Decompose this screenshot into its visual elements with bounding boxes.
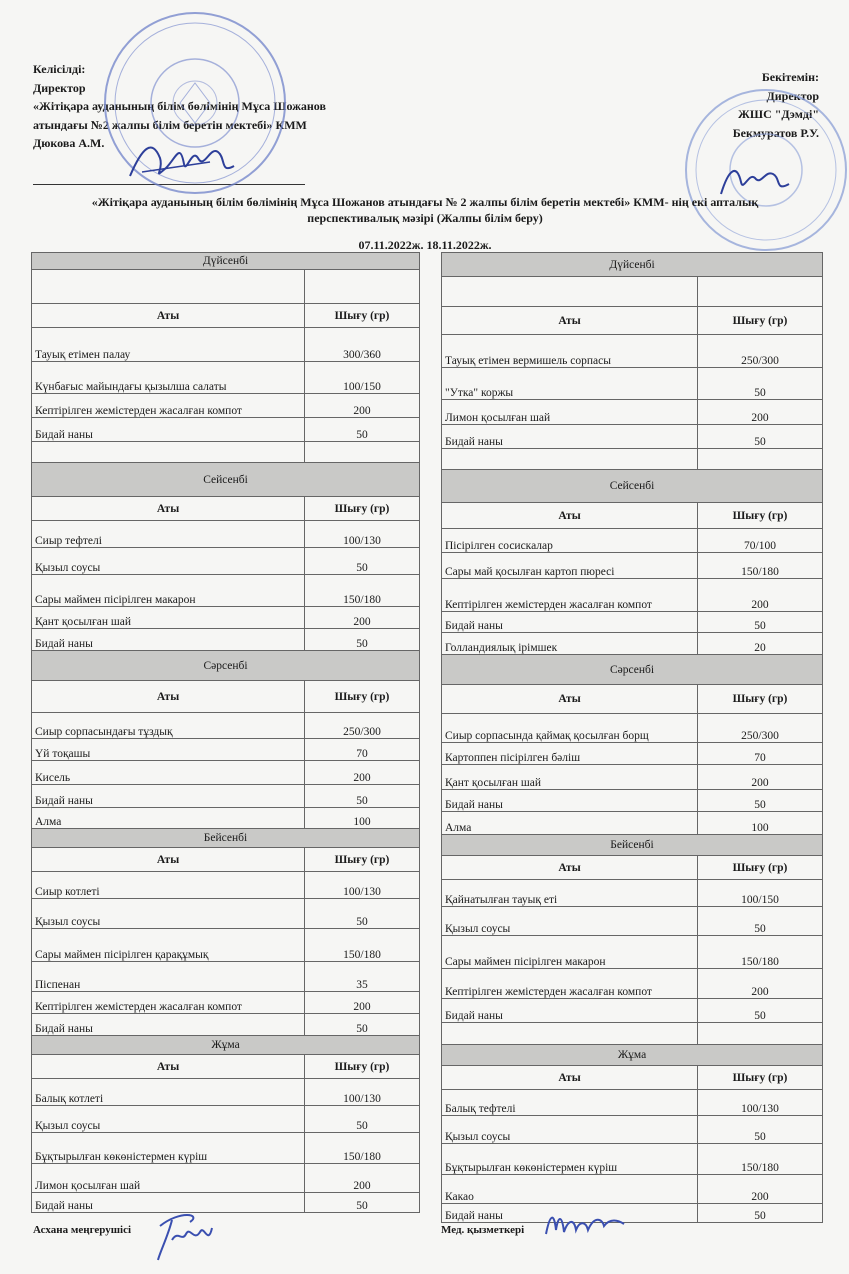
title-line-2: перспективалық мәзірі (Жалпы білім беру): [307, 211, 543, 225]
menu-row: [32, 418, 420, 442]
dish-name: Тауық етімен вермишель сорпасы: [442, 335, 698, 368]
menu-row: [32, 394, 420, 418]
column-header-name: Аты: [32, 681, 305, 713]
column-header-row: [442, 1066, 823, 1090]
dish-name: Бидай наны: [32, 629, 305, 651]
dish-name: Сары май қосылған картоп пюресі: [442, 553, 698, 579]
document-title: [40, 194, 810, 226]
column-header-row: [32, 848, 420, 872]
footer-canteen-head: Асхана меңгерушісі: [33, 1224, 132, 1236]
menu-row: [442, 714, 823, 743]
dish-name: Кисель: [32, 761, 305, 785]
day-label: Дүйсенбі: [442, 253, 823, 277]
menu-row: [442, 612, 823, 633]
footer-medical-staff: Мед. қызметкері: [441, 1224, 525, 1236]
dish-qty: 70: [698, 743, 823, 765]
day-header-row: [442, 835, 823, 856]
dish-name: Кептірілген жемістерден жасалған компот: [32, 992, 305, 1014]
dish-name: Бидай наны: [442, 612, 698, 633]
dish-name: Сиыр сорпасындағы тұздық: [32, 713, 305, 739]
dish-qty: 50: [305, 548, 420, 575]
menu-row: [442, 579, 823, 612]
approval-right-line: Бекітемін:: [761, 70, 819, 84]
day-header-row: [32, 463, 420, 497]
menu-row: [32, 929, 420, 962]
menu-row: [442, 907, 823, 936]
day-header-row: [32, 253, 420, 270]
menu-row: [442, 425, 823, 449]
dish-name: Үй тоқашы: [32, 739, 305, 761]
day-header-row: [442, 655, 823, 685]
dish-name: Бидай наны: [442, 1204, 698, 1223]
dish-qty: 50: [305, 785, 420, 808]
dish-qty: 50: [698, 1204, 823, 1223]
menu-row: [32, 1079, 420, 1106]
menu-row: [32, 362, 420, 394]
dish-name: Сиыр котлеті: [32, 872, 305, 899]
dish-name: Қызыл соусы: [32, 1106, 305, 1133]
dish-qty: 50: [305, 1014, 420, 1036]
column-header-row: [32, 497, 420, 521]
dish-qty: 250/300: [305, 713, 420, 739]
dish-qty: 50: [698, 907, 823, 936]
dish-qty: 100/150: [698, 880, 823, 907]
column-header-qty: Шығу (гр): [698, 503, 823, 529]
column-header-name: Аты: [442, 1066, 698, 1090]
dish-qty: 50: [698, 368, 823, 400]
signature-canteen-head: [150, 1206, 220, 1264]
menu-row: [32, 548, 420, 575]
dish-qty: 250/300: [698, 335, 823, 368]
dish-name: Бұқтырылған көкөністермен күріш: [442, 1144, 698, 1175]
approval-left-line: «Жітіқара ауданының білім бөлімінің Мұса Шожанов: [33, 99, 326, 113]
dish-qty: 50: [698, 790, 823, 812]
dish-qty: 300/360: [305, 328, 420, 362]
column-header-qty: Шығу (гр): [305, 304, 420, 328]
dish-qty: 100/130: [698, 1090, 823, 1116]
menu-row: [32, 713, 420, 739]
approval-left-line: Келісілді:: [33, 62, 86, 76]
dish-name: Тауық етімен палау: [32, 328, 305, 362]
column-header-row: [32, 1055, 420, 1079]
menu-row: [32, 785, 420, 808]
dish-qty: 50: [305, 899, 420, 929]
menu-row: [442, 743, 823, 765]
menu-row: [32, 739, 420, 761]
column-header-row: [442, 685, 823, 714]
menu-row: [32, 761, 420, 785]
dish-name: Қызыл соусы: [442, 1116, 698, 1144]
dish-name: Бидай наны: [442, 425, 698, 449]
dish-name: Балық котлеті: [32, 1079, 305, 1106]
dish-name: Піспенан: [32, 962, 305, 992]
menu-row: [442, 529, 823, 553]
menu-row: [442, 880, 823, 907]
dish-name: Қызыл соусы: [32, 899, 305, 929]
menu-row: [32, 1193, 420, 1213]
menu-row: [442, 936, 823, 969]
spacer-row: [32, 442, 420, 463]
menu-row: [442, 812, 823, 835]
spacer-row: [32, 270, 420, 304]
dish-name: Лимон қосылған шай: [442, 400, 698, 425]
day-label: Бейсенбі: [442, 835, 823, 856]
dish-qty: 200: [698, 400, 823, 425]
dish-qty: 50: [305, 629, 420, 651]
dish-name: "Утка" коржы: [442, 368, 698, 400]
dish-name: Бұқтырылған көкөністермен күріш: [32, 1133, 305, 1164]
menu-row: [32, 872, 420, 899]
menu-row: [442, 1175, 823, 1204]
column-header-qty: Шығу (гр): [305, 681, 420, 713]
menu-row: [32, 808, 420, 829]
day-label: Бейсенбі: [32, 829, 420, 848]
dish-name: Лимон қосылған шай: [32, 1164, 305, 1193]
column-header-name: Аты: [32, 497, 305, 521]
menu-row: [32, 1106, 420, 1133]
menu-row: [442, 765, 823, 790]
dish-qty: 100: [305, 808, 420, 829]
dish-name: Алма: [32, 808, 305, 829]
dish-qty: 200: [305, 992, 420, 1014]
dish-name: Кептірілген жемістерден жасалған компот: [442, 579, 698, 612]
dish-qty: 200: [698, 579, 823, 612]
dish-qty: 200: [698, 765, 823, 790]
dish-qty: 50: [305, 418, 420, 442]
column-header-row: [442, 503, 823, 529]
approval-block-left: [33, 60, 326, 153]
approval-block-right: [733, 68, 819, 142]
column-header-qty: Шығу (гр): [698, 1066, 823, 1090]
menu-row: [442, 633, 823, 655]
menu-row: [32, 328, 420, 362]
dish-qty: 50: [698, 1116, 823, 1144]
dish-name: Қайнатылған тауық еті: [442, 880, 698, 907]
column-header-name: Аты: [32, 304, 305, 328]
dish-name: Голландиялық ірімшек: [442, 633, 698, 655]
menu-row: [32, 899, 420, 929]
menu-row: [442, 335, 823, 368]
menu-row: [442, 1144, 823, 1175]
dish-qty: 150/180: [698, 1144, 823, 1175]
column-header-qty: Шығу (гр): [698, 685, 823, 714]
approval-left-line: атындағы №2 жалпы білім беретін мектебі» КММ: [33, 117, 307, 132]
dish-name: Сары маймен пісірілген макарон: [442, 936, 698, 969]
dish-name: Күнбағыс майындағы қызылша салаты: [32, 362, 305, 394]
dish-qty: 200: [698, 1175, 823, 1204]
day-header-row: [32, 651, 420, 681]
menu-row: [442, 969, 823, 999]
dish-qty: 70: [305, 739, 420, 761]
dish-name: Бидай наны: [32, 1193, 305, 1213]
dish-name: Сары маймен пісірілген макарон: [32, 575, 305, 607]
dish-qty: 100: [698, 812, 823, 835]
dish-qty: 200: [305, 607, 420, 629]
dish-qty: 250/300: [698, 714, 823, 743]
title-line-1: «Жітіқара ауданының білім бөлімінің Мұса Шожанов атындағы № 2 жалпы білім беретін мектебі» КММ- нің екі апталық: [91, 195, 759, 209]
approval-left-line: Директор: [33, 80, 86, 95]
dish-qty: 200: [305, 761, 420, 785]
dish-qty: 70/100: [698, 529, 823, 553]
day-label: Сәрсенбі: [442, 655, 823, 685]
column-header-qty: Шығу (гр): [698, 307, 823, 335]
dish-qty: 100/150: [305, 362, 420, 394]
menu-row: [32, 992, 420, 1014]
day-label: Жұма: [32, 1036, 420, 1055]
dish-qty: 35: [305, 962, 420, 992]
menu-row: [442, 999, 823, 1023]
dish-name: Балық тефтелі: [442, 1090, 698, 1116]
menu-table-week-2: [441, 252, 823, 1223]
column-header-qty: Шығу (гр): [305, 1055, 420, 1079]
approval-left-line: Дюкова А.М.: [33, 136, 105, 150]
dish-qty: 150/180: [698, 553, 823, 579]
dish-name: Қант қосылған шай: [32, 607, 305, 629]
dish-qty: 50: [698, 425, 823, 449]
menu-row: [442, 400, 823, 425]
dish-name: Қызыл соусы: [442, 907, 698, 936]
menu-table-week-1: [31, 252, 420, 1213]
dish-qty: 150/180: [305, 575, 420, 607]
dish-qty: 50: [305, 1106, 420, 1133]
dish-name: Пісірілген сосискалар: [442, 529, 698, 553]
dish-name: Картоппен пісірілген бәліш: [442, 743, 698, 765]
column-header-name: Аты: [442, 856, 698, 880]
menu-row: [32, 629, 420, 651]
dish-name: Қызыл соусы: [32, 548, 305, 575]
menu-row: [442, 1204, 823, 1223]
day-label: Жұма: [442, 1045, 823, 1066]
dish-qty: 100/130: [305, 872, 420, 899]
dish-qty: 100/130: [305, 1079, 420, 1106]
column-header-row: [32, 681, 420, 713]
dish-name: Бидай наны: [442, 790, 698, 812]
day-label: Сейсенбі: [32, 463, 420, 497]
column-header-name: Аты: [32, 848, 305, 872]
menu-row: [442, 553, 823, 579]
dish-name: Сиыр сорпасында қаймақ қосылған борщ: [442, 714, 698, 743]
spacer-row: [442, 1023, 823, 1045]
dish-qty: 150/180: [698, 936, 823, 969]
column-header-name: Аты: [32, 1055, 305, 1079]
dish-name: Алма: [442, 812, 698, 835]
dish-qty: 200: [305, 1164, 420, 1193]
dish-name: Кептірілген жемістерден жасалған компот: [442, 969, 698, 999]
dish-qty: 100/130: [305, 521, 420, 548]
menu-row: [442, 790, 823, 812]
day-header-row: [32, 829, 420, 848]
approval-right-line: ЖШС "Дэмді": [738, 107, 819, 121]
menu-row: [32, 962, 420, 992]
dish-qty: 150/180: [305, 929, 420, 962]
menu-row: [442, 368, 823, 400]
day-label: Сейсенбі: [442, 470, 823, 503]
menu-row: [32, 575, 420, 607]
spacer-row: [442, 449, 823, 470]
column-header-row: [442, 307, 823, 335]
column-header-qty: Шығу (гр): [305, 497, 420, 521]
menu-row: [442, 1116, 823, 1144]
approval-right-line: Бекмуратов Р.У.: [732, 125, 819, 140]
dish-qty: 50: [305, 1193, 420, 1213]
day-header-row: [442, 470, 823, 503]
dish-qty: 150/180: [305, 1133, 420, 1164]
dish-qty: 50: [698, 612, 823, 633]
day-label: Сәрсенбі: [32, 651, 420, 681]
dish-name: Какао: [442, 1175, 698, 1204]
column-header-row: [32, 304, 420, 328]
dish-name: Бидай наны: [442, 999, 698, 1023]
column-header-qty: Шығу (гр): [698, 856, 823, 880]
menu-row: [32, 1133, 420, 1164]
dish-name: Бидай наны: [32, 785, 305, 808]
day-header-row: [442, 253, 823, 277]
day-label: Дүйсенбі: [32, 253, 420, 270]
dish-qty: 20: [698, 633, 823, 655]
column-header-row: [442, 856, 823, 880]
menu-row: [32, 521, 420, 548]
signature-line: [33, 184, 305, 185]
approval-right-line: Директор: [766, 88, 819, 103]
day-header-row: [442, 1045, 823, 1066]
column-header-name: Аты: [442, 503, 698, 529]
date-range: 07.11.2022ж. 18.11.2022ж.: [358, 238, 492, 252]
menu-row: [32, 607, 420, 629]
dish-name: Кептірілген жемістерден жасалған компот: [32, 394, 305, 418]
column-header-qty: Шығу (гр): [305, 848, 420, 872]
menu-row: [442, 1090, 823, 1116]
menu-row: [32, 1164, 420, 1193]
dish-name: Бидай наны: [32, 1014, 305, 1036]
dish-qty: 50: [698, 999, 823, 1023]
column-header-name: Аты: [442, 685, 698, 714]
spacer-row: [442, 277, 823, 307]
dish-name: Бидай наны: [32, 418, 305, 442]
dish-name: Сары маймен пісірілген қарақұмық: [32, 929, 305, 962]
dish-qty: 200: [698, 969, 823, 999]
column-header-name: Аты: [442, 307, 698, 335]
menu-row: [32, 1014, 420, 1036]
dish-qty: 200: [305, 394, 420, 418]
day-header-row: [32, 1036, 420, 1055]
dish-name: Қант қосылған шай: [442, 765, 698, 790]
dish-name: Сиыр тефтелі: [32, 521, 305, 548]
